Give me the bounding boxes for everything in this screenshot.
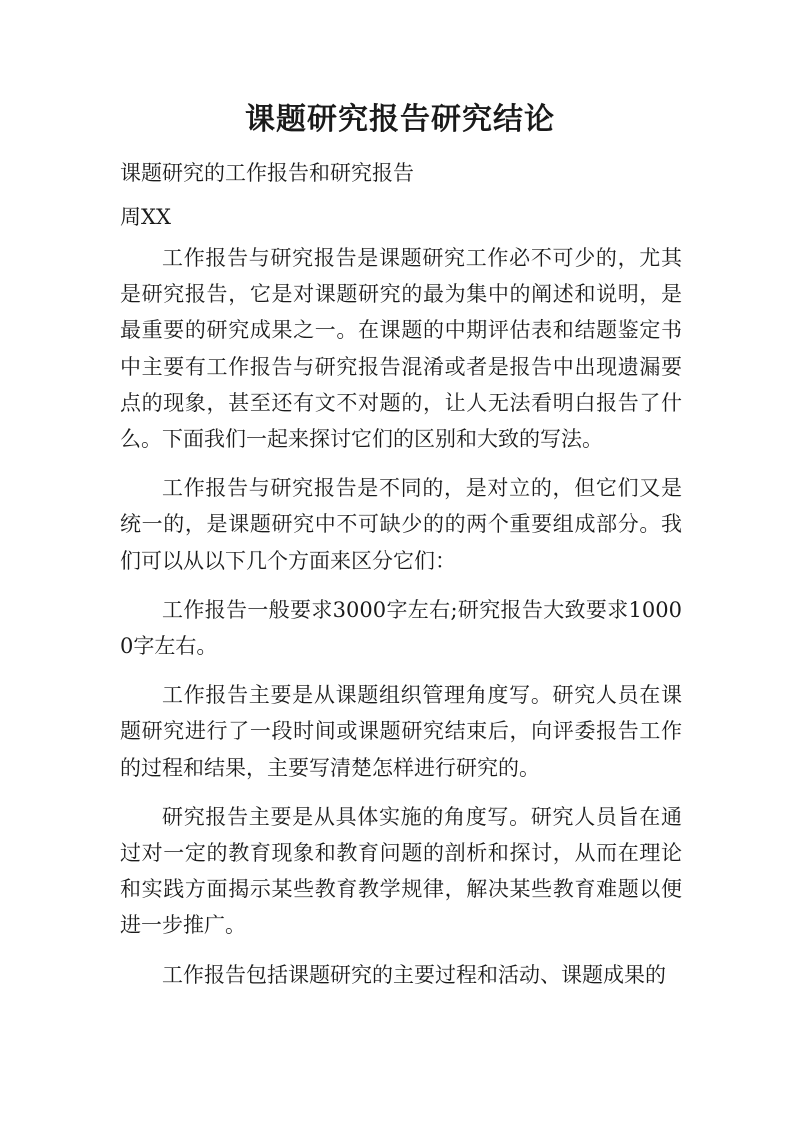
body-paragraph: 工作报告包括课题研究的主要过程和活动、课题成果的 <box>162 962 666 987</box>
document-subtitle: 课题研究的工作报告和研究报告 <box>120 161 414 185</box>
body-paragraph: 工作报告与研究报告是课题研究工作必不可少的，尤其是研究报告，它是对课题研究的最为集中的阐述和说明，是最重要的研究成果之一。在课题的中期评估表和结题鉴定书中主要有工作报告与研究报告混淆或者是报告中出现遗漏要点的现象，甚至还有文不对题的，让人无法看明白报告了什么。下面我们一起来探讨它们的区别和大致的写法。 <box>120 246 682 452</box>
document-author: 周XX <box>120 205 171 229</box>
document-title: 课题研究报告研究结论 <box>245 102 555 137</box>
body-paragraph: 工作报告与研究报告是不同的，是对立的，但它们又是统一的，是课题研究中不可缺少的的两个重要组成部分。我们可以从以下几个方面来区分它们： <box>120 476 682 573</box>
body-paragraph: 工作报告一般要求3000字左右;研究报告大致要求10000字左右。 <box>120 597 682 659</box>
document-body <box>120 240 682 1006</box>
body-paragraph: 工作报告主要是从课题组织管理角度写。研究人员在课题研究进行了一段时间或课题研究结束后，向评委报告工作的过程和结果，主要写清楚怎样进行研究的。 <box>120 683 682 780</box>
body-paragraph: 研究报告主要是从具体实施的角度写。研究人员旨在通过对一定的教育现象和教育问题的剖析和探讨，从而在理论和实践方面揭示某些教育教学规律，解决某些教育难题以便进一步推广。 <box>120 804 682 938</box>
